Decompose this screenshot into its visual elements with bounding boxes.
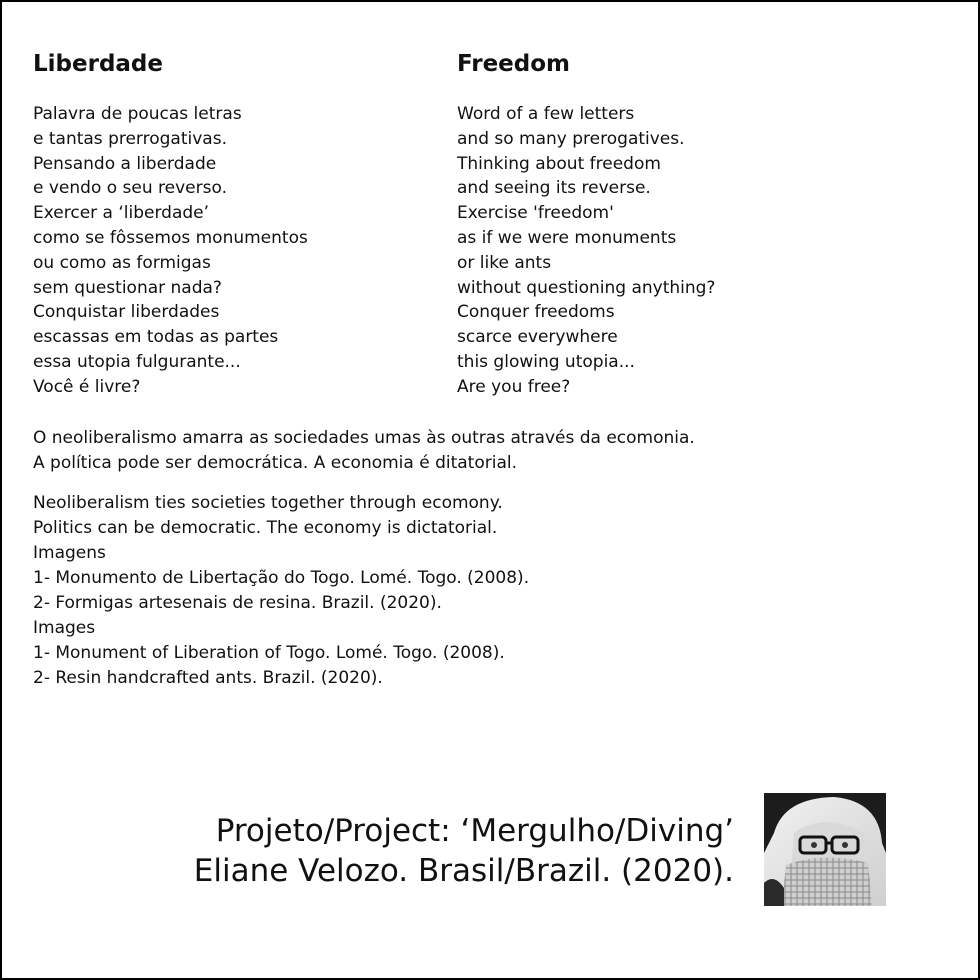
project-credit	[194, 811, 734, 891]
poem-line: without questioning anything?	[457, 277, 716, 298]
statement-portuguese	[33, 426, 933, 476]
poem-line: sem questionar nada?	[33, 277, 222, 298]
statement-line: Politics can be democratic. The economy is dictatorial.	[33, 518, 498, 538]
poem-line: or like ants	[457, 252, 552, 273]
poem-line: Palavra de poucas letras	[33, 104, 242, 124]
captions-heading-pt: Imagens	[33, 543, 106, 563]
poem-line: e vendo o seu reverso.	[33, 178, 227, 199]
poem-line: como se fôssemos monumentos	[33, 227, 308, 248]
statement-line: A política pode ser democrática. A economia é ditatorial.	[33, 453, 518, 473]
caption-line: 1- Monumento de Libertação do Togo. Lomé. Togo. (2008).	[33, 568, 530, 588]
poem-line: Thinking about freedom	[457, 153, 661, 174]
poem-line: escassas em todas as partes	[33, 327, 279, 348]
poem-line: Pensando a liberdade	[33, 153, 217, 174]
poem-line: Conquer freedoms	[457, 302, 615, 323]
author-line: Eliane Velozo. Brasil/Brazil. (2020).	[193, 853, 734, 889]
poem-lines-en	[457, 102, 857, 400]
poem-line: Conquistar liberdades	[33, 302, 220, 323]
caption-line: 2- Formigas artesenais de resina. Brazil. (2020).	[33, 593, 442, 613]
poem-line: Você é livre?	[33, 376, 141, 397]
poem-line: Word of a few letters	[457, 104, 635, 124]
poem-line: this glowing utopia...	[457, 351, 635, 372]
poem-lines-pt	[33, 102, 433, 400]
statement-english-and-captions	[33, 491, 933, 691]
poem-line: ou como as formigas	[33, 252, 211, 273]
poem-english	[457, 48, 857, 400]
poem-line: e tantas prerrogativas.	[33, 128, 227, 149]
poem-line: scarce everywhere	[457, 327, 618, 348]
poem-line: and so many prerogatives.	[457, 128, 685, 149]
poem-line: and seeing its reverse.	[457, 178, 651, 199]
author-portrait-photo	[764, 793, 886, 906]
caption-line: 2- Resin handcrafted ants. Brazil. (2020).	[33, 668, 383, 688]
captions-heading-en: Images	[33, 618, 96, 638]
poem-line: Exercise 'freedom'	[457, 203, 614, 224]
poem-line: essa utopia fulgurante...	[33, 351, 241, 372]
caption-line: 1- Monument of Liberation of Togo. Lomé. Togo. (2008).	[33, 643, 505, 663]
poem-line: Exercer a ‘liberdade’	[33, 203, 210, 224]
statement-line: O neoliberalismo amarra as sociedades umas às outras através da ecomonia.	[33, 428, 695, 448]
poem-portuguese	[33, 48, 433, 400]
poem-line: as if we were monuments	[457, 227, 677, 248]
project-title: Projeto/Project: ‘Mergulho/Diving’	[215, 813, 734, 849]
poem-title-en: Freedom	[457, 51, 571, 77]
poem-title-pt: Liberdade	[33, 51, 163, 77]
poem-line: Are you free?	[457, 376, 571, 397]
statement-line: Neoliberalism ties societies together through ecomony.	[33, 493, 503, 513]
